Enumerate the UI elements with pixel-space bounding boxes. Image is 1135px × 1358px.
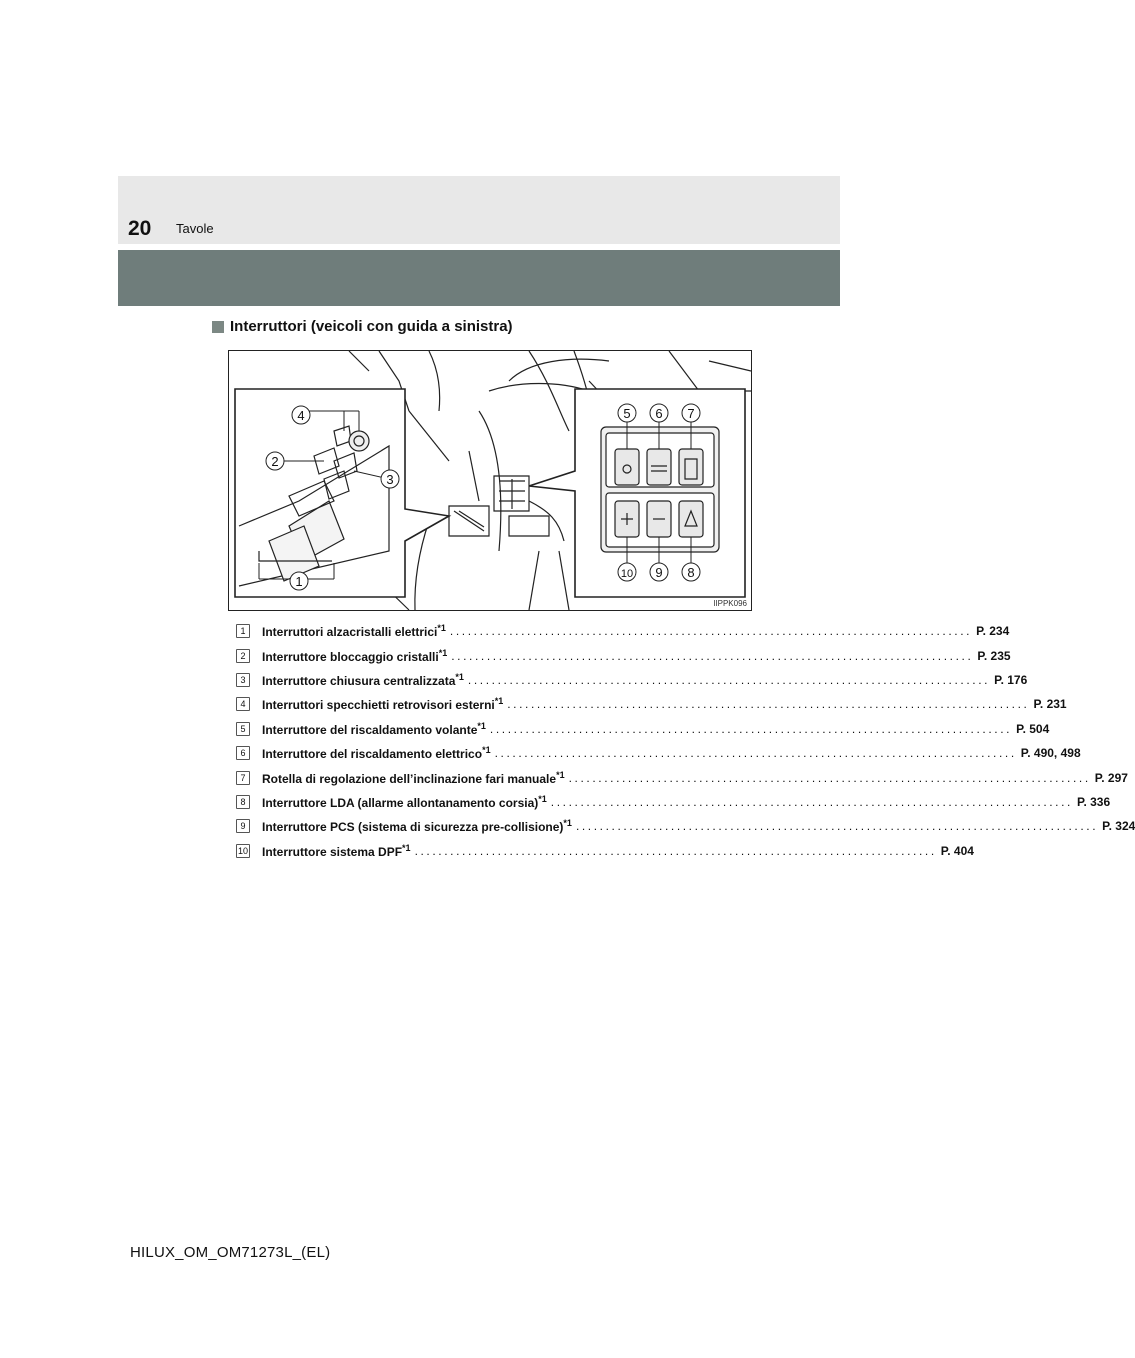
callout-4: 4 — [297, 408, 305, 423]
figure-code: IIPPK096 — [713, 599, 747, 608]
leader-dots: ........................................................................................ — [451, 648, 974, 663]
callout-6: 6 — [655, 406, 663, 421]
item-label: Interruttore del riscaldamento elettrico$^{*1}$ — [262, 745, 491, 762]
item-label: Interruttori specchietti retrovisori esterni$^{*1}$ — [262, 696, 504, 713]
page-reference: P. 504 — [1016, 721, 1050, 736]
page-reference: P. 404 — [940, 843, 974, 858]
leader-dots: ........................................................................................ — [414, 843, 937, 858]
item-number: 10 — [237, 845, 248, 856]
callout-2: 2 — [271, 454, 279, 469]
item-label: Interruttore bloccaggio cristalli$^{*1}$ — [262, 647, 448, 664]
item-number: 4 — [236, 697, 250, 711]
subsection-heading — [212, 318, 513, 335]
item-number: 7 — [236, 771, 250, 785]
callout-10: 10 — [620, 568, 634, 580]
header-band — [118, 176, 840, 244]
switch-list — [236, 619, 1135, 863]
leader-dots: ........................................................................................ — [507, 697, 1030, 712]
list-item — [236, 765, 1128, 789]
page-reference: P. 490, 498 — [1020, 746, 1081, 761]
item-number: 6 — [236, 746, 250, 760]
item-number: 2 — [236, 649, 250, 663]
callout-5: 5 — [623, 406, 631, 421]
item-label: Interruttore chiusura centralizzata$^{*1}$ — [262, 671, 464, 688]
leader-dots: ........................................................................................ — [494, 746, 1017, 761]
header-dark-band — [118, 250, 840, 306]
item-label: Interruttore LDA (allarme allontanamento corsia)$^{*1}$ — [262, 793, 547, 810]
page-reference: P. 231 — [1033, 697, 1067, 712]
callout-8: 8 — [687, 565, 695, 580]
page-reference: P. 324 — [1102, 819, 1135, 834]
list-item — [236, 717, 1050, 741]
list-item — [236, 692, 1067, 716]
item-label: Interruttore sistema DPF$^{*1}$ — [262, 842, 411, 859]
list-item — [236, 619, 1010, 643]
document-code: HILUX_OM_OM71273L_(EL) — [130, 1244, 331, 1261]
list-item — [236, 643, 1011, 667]
list-item — [236, 814, 1135, 838]
item-label: Interruttori alzacristalli elettrici$^{*1}$ — [262, 623, 446, 640]
callout-1: 1 — [295, 574, 303, 589]
item-label: Interruttore del riscaldamento volante$^{*1}$ — [262, 720, 486, 737]
section-title: Tavole — [176, 221, 214, 236]
list-item — [236, 668, 1028, 692]
leader-dots: ........................................................................................ — [489, 721, 1013, 736]
callout-3: 3 — [386, 472, 394, 487]
list-item — [236, 790, 1111, 814]
page-reference: P. 235 — [977, 648, 1011, 663]
item-number: 3 — [236, 673, 250, 687]
switches-illustration — [228, 350, 752, 611]
callout-9: 9 — [655, 565, 663, 580]
subsection-title: Interruttori (veicoli con guida a sinistra) — [230, 318, 513, 335]
leader-dots: ........................................................................................ — [449, 624, 973, 639]
page-reference: P. 234 — [976, 624, 1010, 639]
item-number: 5 — [236, 722, 250, 736]
callout-7: 7 — [687, 406, 695, 421]
item-label: Interruttore PCS (sistema di sicurezza pre-collisione)$^{*1}$ — [262, 818, 572, 835]
item-number: 9 — [236, 819, 250, 833]
leader-dots: ........................................................................................ — [568, 770, 1091, 785]
leader-dots: ........................................................................................ — [467, 672, 991, 687]
leader-dots: ........................................................................................ — [575, 819, 1099, 834]
item-label: Rotella di regolazione dell’inclinazione fari manuale$^{*1}$ — [262, 769, 565, 786]
list-item — [236, 839, 974, 863]
square-bullet-icon — [212, 321, 224, 333]
list-item — [236, 741, 1081, 765]
item-number: 1 — [236, 624, 250, 638]
item-number: 8 — [236, 795, 250, 809]
page-reference: P. 297 — [1094, 770, 1128, 785]
dashboard-drawing — [229, 351, 751, 610]
page-reference: P. 336 — [1077, 794, 1111, 809]
page-reference: P. 176 — [994, 672, 1028, 687]
leader-dots: ........................................................................................ — [550, 794, 1073, 809]
page-number: 20 — [128, 217, 152, 240]
